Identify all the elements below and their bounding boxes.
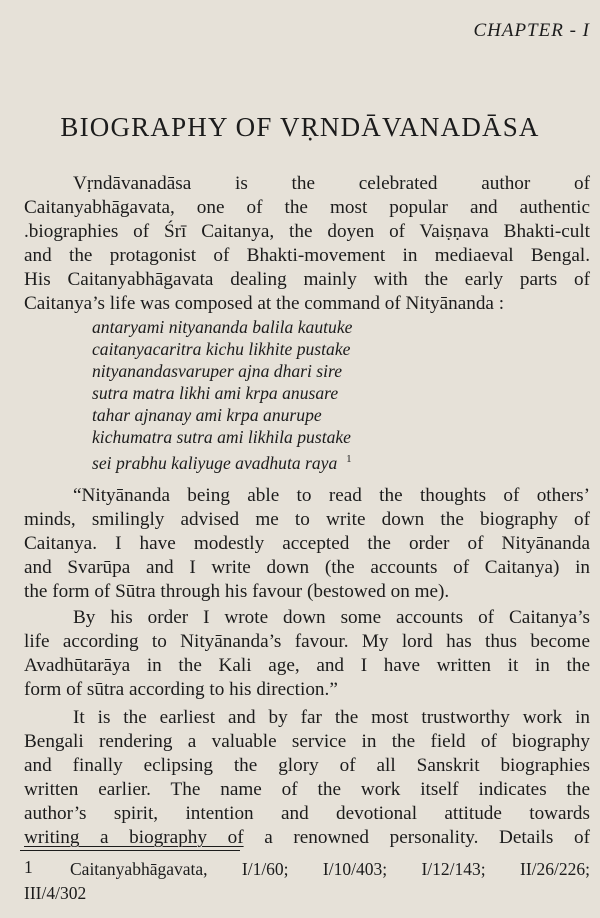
- verse-line: tahar ajnanay ami krpa anurupe: [92, 405, 322, 425]
- text-line: and the protagonist of Bhakti-movement in mediaeval Bengal.: [24, 245, 590, 266]
- text-line: form of sūtra according to his direction.”: [24, 679, 338, 700]
- text-line: Caitanya. I have modestly accepted the order of Nityānanda: [24, 533, 590, 554]
- footnote-reference: 1: [346, 453, 352, 465]
- text-line: Avadhūtarāya in the Kali age, and I have written it in the: [24, 655, 590, 676]
- verse-line: kichumatra sutra ami likhila pustake: [92, 427, 351, 447]
- text-line: and finally eclipsing the glory of all Sanskrit biographies: [24, 755, 590, 776]
- text-line: life according to Nityānanda’s favour. My lord has thus become: [24, 631, 590, 652]
- verse-line: sutra matra likhi ami krpa anusare: [92, 383, 339, 403]
- text-line: His Caitanyabhāgavata dealing mainly with the early parts of: [24, 269, 590, 290]
- page-title: BIOGRAPHY OF VṚNDĀVANADĀSA: [60, 112, 540, 142]
- footnote-number: 1: [24, 857, 33, 877]
- verse-line-text: sei prabhu kaliyuge avadhuta raya: [92, 452, 338, 473]
- verse-line: nityanandasvaruper ajna dhari sire: [92, 361, 343, 381]
- text-line: minds, smilingly advised me to write down the biography of: [24, 509, 590, 530]
- text-line: .biographies of Śrī Caitanya, the doyen of Vaiṣṇava Bhakti-cult: [24, 221, 590, 242]
- footnote-line: III/4/302: [24, 883, 87, 903]
- paragraph-translation: [24, 484, 590, 604]
- text-line: Bengali rendering a valuable service in the field of biography: [24, 731, 590, 752]
- footnote-divider: [20, 850, 240, 851]
- text-line: the form of Sūtra through his favour (bestowed on me).: [24, 581, 450, 602]
- footnote-line: Caitanyabhāgavata, I/1/60; I/10/403; I/12/143; II/26/226;: [70, 859, 590, 879]
- text-line: It is the earliest and by far the most trustworthy work in: [73, 707, 590, 728]
- text-line: “Nityānanda being able to read the thoughts of others’: [73, 485, 590, 506]
- footnote: [24, 857, 590, 905]
- bengali-verse: [92, 316, 353, 473]
- text-line: written earlier. The name of the work itself indicates the: [24, 779, 590, 800]
- text-line: [24, 826, 590, 850]
- text-line: Caitanyabhāgavata, one of the most popular and authentic: [24, 197, 590, 218]
- text-line: By his order I wrote down some accounts of Caitanya’s: [73, 607, 590, 628]
- verse-line: caitanyacaritra kichu likhite pustake: [92, 339, 351, 359]
- paragraph-intro: [24, 172, 590, 316]
- text-line-rest: a renowned personality. Details of: [264, 827, 591, 848]
- text-line: Vṛndāvanadāsa is the celebrated author of: [73, 173, 590, 194]
- chapter-heading: CHAPTER - I: [473, 20, 590, 41]
- underlined-phrase: writing a biography of: [24, 827, 244, 848]
- text-line: author’s spirit, intention and devotional attitude towards: [24, 803, 590, 824]
- verse-line: antaryami nityananda balila kautuke: [92, 317, 353, 337]
- text-line: Caitanya’s life was composed at the command of Nityānanda :: [24, 293, 505, 314]
- verse-line: [92, 448, 352, 473]
- paragraph-significance: [24, 706, 590, 850]
- paragraph-order: [24, 606, 590, 702]
- text-line: and Svarūpa and I write down (the accounts of Caitanya) in: [24, 557, 590, 578]
